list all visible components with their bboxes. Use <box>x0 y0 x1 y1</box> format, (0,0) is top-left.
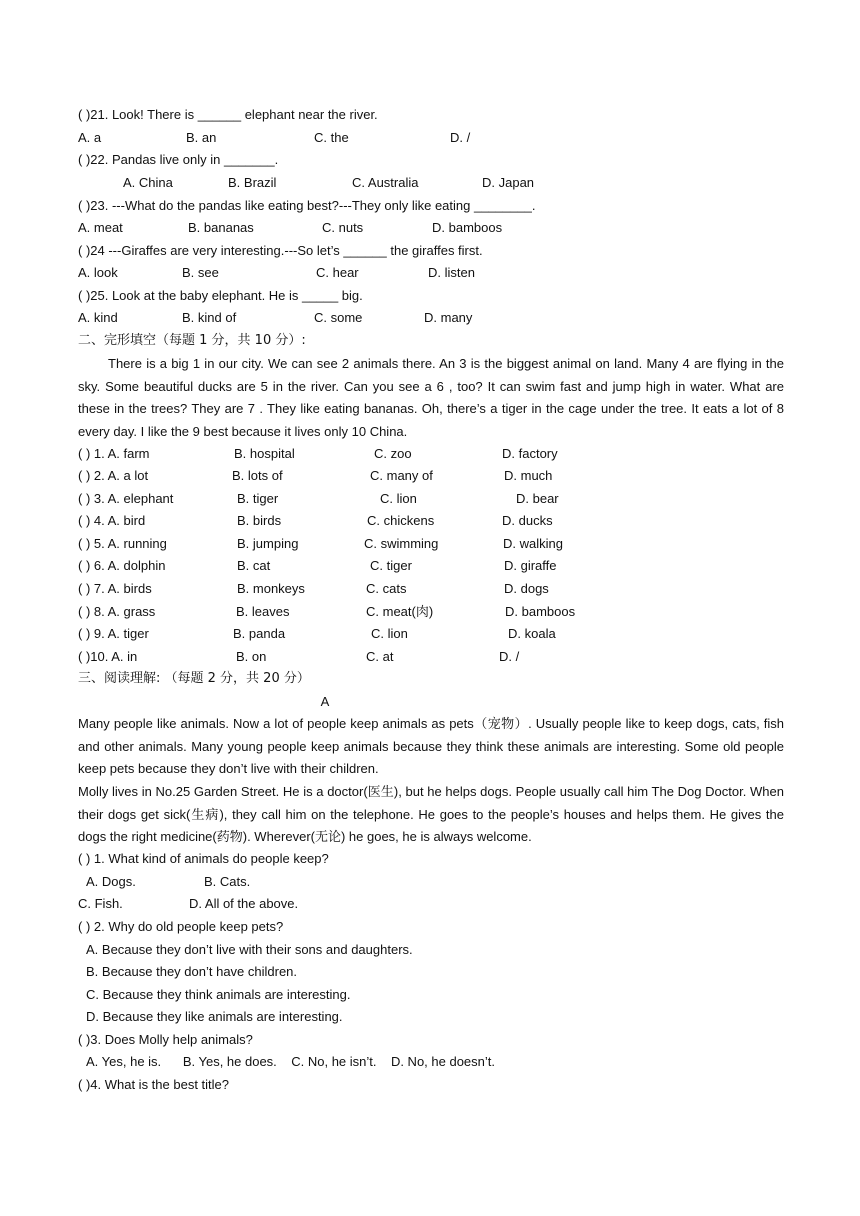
question-24-options <box>78 262 788 284</box>
question-21-stem: ( )21. Look! There is ______ elephant near the river. <box>78 107 378 122</box>
option-d: D. giraffe <box>504 558 557 573</box>
option-b: B. an <box>186 130 217 145</box>
item-num-a: ( ) 8. A. grass <box>78 604 156 619</box>
item-num-a: ( ) 9. A. tiger <box>78 626 149 641</box>
option-b: B. on <box>236 649 267 664</box>
option-c: C. zoo <box>374 446 412 461</box>
option-b: B. jumping <box>237 536 299 551</box>
reading-question-3-options: A. Yes, he is. B. Yes, he does. C. No, he isn’t. D. No, he doesn’t. <box>86 1054 496 1069</box>
option-b: B. cat <box>237 558 271 573</box>
option-d: D. / <box>450 130 471 145</box>
option-c: C. chickens <box>367 513 435 528</box>
option-c: C. lion <box>380 491 417 506</box>
option-c: C. Fish. <box>78 896 123 911</box>
reading-paragraph-2: Molly lives in No.25 Garden Street. He is a doctor(医生), but he helps dogs. People usually call him The Dog Doctor. When their dogs get sick(生病), they call him on the telephone. He goes to the people’s houses and helps them. He gives the dogs the right medicine(药物). Wherever(无论) he goes, he is always welcome. <box>78 784 784 844</box>
option-d: D. ducks <box>502 513 553 528</box>
option-c: C. some <box>314 310 363 325</box>
option-c: C. swimming <box>364 536 439 551</box>
reading-question-4: ( )4. What is the best title? <box>78 1077 230 1092</box>
option-a: A. China <box>123 175 173 190</box>
item-num-a: ( ) 2. A. a lot <box>78 468 149 483</box>
reading-question-1-options <box>78 871 788 893</box>
option-d: D. Because they like animals are interesting. <box>86 1009 343 1024</box>
option-d: D. bamboos <box>432 220 503 235</box>
option-b: B. see <box>182 265 219 280</box>
option-d: D. much <box>504 468 553 483</box>
question-22-options <box>78 172 788 194</box>
item-num-a: ( ) 7. A. birds <box>78 581 152 596</box>
option-d: D. walking <box>503 536 563 551</box>
option-c: C. the <box>314 130 349 145</box>
passage-label: A <box>320 694 330 709</box>
option-d: D. dogs <box>504 581 549 596</box>
option-b: B. monkeys <box>237 581 305 596</box>
cloze-passage: There is a big 1 in our city. We can see 2 animals there. An 3 is the biggest animal on land. Many 4 are flying in the sky. Some beautiful ducks are 5 in the river. Can you see a 6 , too? It can swim fast and jump high in water. What are these in the trees? They are 7 . They like eating bananas. Oh, there’s a tiger in the cage under the tree. It eats a lot of 8 every day. I like the 9 best because it lives only 10 China. <box>78 356 784 439</box>
cloze-item <box>78 646 788 668</box>
option-c: C. nuts <box>322 220 364 235</box>
item-num-a: ( ) 5. A. running <box>78 536 167 551</box>
option-a: A. meat <box>78 220 123 235</box>
option-c: C. hear <box>316 265 359 280</box>
option-c: C. cats <box>366 581 407 596</box>
reading-question-1: ( ) 1. What kind of animals do people keep? <box>78 851 329 866</box>
option-b: B. bananas <box>188 220 254 235</box>
option-a: A. look <box>78 265 118 280</box>
question-25-options <box>78 307 788 329</box>
option-b: B. Because they don’t have children. <box>86 964 298 979</box>
option-b: B. hospital <box>234 446 295 461</box>
question-22-stem: ( )22. Pandas live only in _______. <box>78 152 279 167</box>
option-b: B. Brazil <box>228 175 277 190</box>
option-b: B. kind of <box>182 310 237 325</box>
reading-question-3: ( )3. Does Molly help animals? <box>78 1032 253 1047</box>
option-b: B. leaves <box>236 604 290 619</box>
section-heading-reading: 三、阅读理解: （每题 2 分，共 20 分） <box>78 671 310 686</box>
option-c: C. lion <box>371 626 408 641</box>
option-d: D. many <box>424 310 473 325</box>
question-24-stem: ( )24 ---Giraffes are very interesting.---So let’s ______ the giraffes first. <box>78 243 483 258</box>
reading-paragraph-1: Many people like animals. Now a lot of people keep animals as pets（宠物）. Usually people like to keep dogs, cats, fish and other animals. Many young people keep animals because they think these animals are interesting. Some old people keep pets because they don’t live with their children. <box>78 716 784 776</box>
option-b: B. panda <box>233 626 286 641</box>
option-d: D. listen <box>428 265 475 280</box>
question-23-options <box>78 217 788 239</box>
cloze-item <box>78 578 788 600</box>
cloze-item <box>78 533 788 555</box>
option-b: B. birds <box>237 513 282 528</box>
option-c: C. Australia <box>352 175 419 190</box>
option-a: A. Because they don’t live with their sons and daughters. <box>86 942 413 957</box>
item-num-a: ( )10. A. in <box>78 649 138 664</box>
option-c: C. meat(肉) <box>366 604 434 619</box>
option-b: B. lots of <box>232 468 283 483</box>
reading-question-2: ( ) 2. Why do old people keep pets? <box>78 919 284 934</box>
option-c: C. at <box>366 649 394 664</box>
question-23-stem: ( )23. ---What do the pandas like eating best?---They only like eating ________. <box>78 198 536 213</box>
option-c: C. Because they think animals are interesting. <box>86 987 351 1002</box>
item-num-a: ( ) 6. A. dolphin <box>78 558 166 573</box>
option-a: A. Dogs. <box>86 874 136 889</box>
option-c: C. tiger <box>370 558 412 573</box>
cloze-item <box>78 465 788 487</box>
option-b: B. Cats. <box>204 874 251 889</box>
reading-question-1-options-2 <box>78 893 788 915</box>
item-num-a: ( ) 3. A. elephant <box>78 491 174 506</box>
option-a: A. kind <box>78 310 118 325</box>
question-21-options <box>78 127 788 149</box>
item-num-a: ( ) 1. A. farm <box>78 446 150 461</box>
cloze-item <box>78 601 788 623</box>
item-num-a: ( ) 4. A. bird <box>78 513 146 528</box>
option-c: C. many of <box>370 468 433 483</box>
option-a: A. a <box>78 130 102 145</box>
question-25-stem: ( )25. Look at the baby elephant. He is _____ big. <box>78 288 363 303</box>
cloze-item <box>78 510 788 532</box>
cloze-item <box>78 555 788 577</box>
option-d: D. / <box>499 649 520 664</box>
cloze-item <box>78 443 788 465</box>
option-d: D. koala <box>508 626 556 641</box>
option-d: D. All of the above. <box>189 896 299 911</box>
option-d: D. bamboos <box>505 604 576 619</box>
option-b: B. tiger <box>237 491 279 506</box>
option-d: D. Japan <box>482 175 535 190</box>
section-heading-cloze: 二、完形填空（每题 1 分，共 10 分）: <box>78 333 306 348</box>
cloze-item <box>78 488 788 510</box>
option-d: D. bear <box>516 491 559 506</box>
cloze-item <box>78 623 788 645</box>
option-d: D. factory <box>502 446 558 461</box>
